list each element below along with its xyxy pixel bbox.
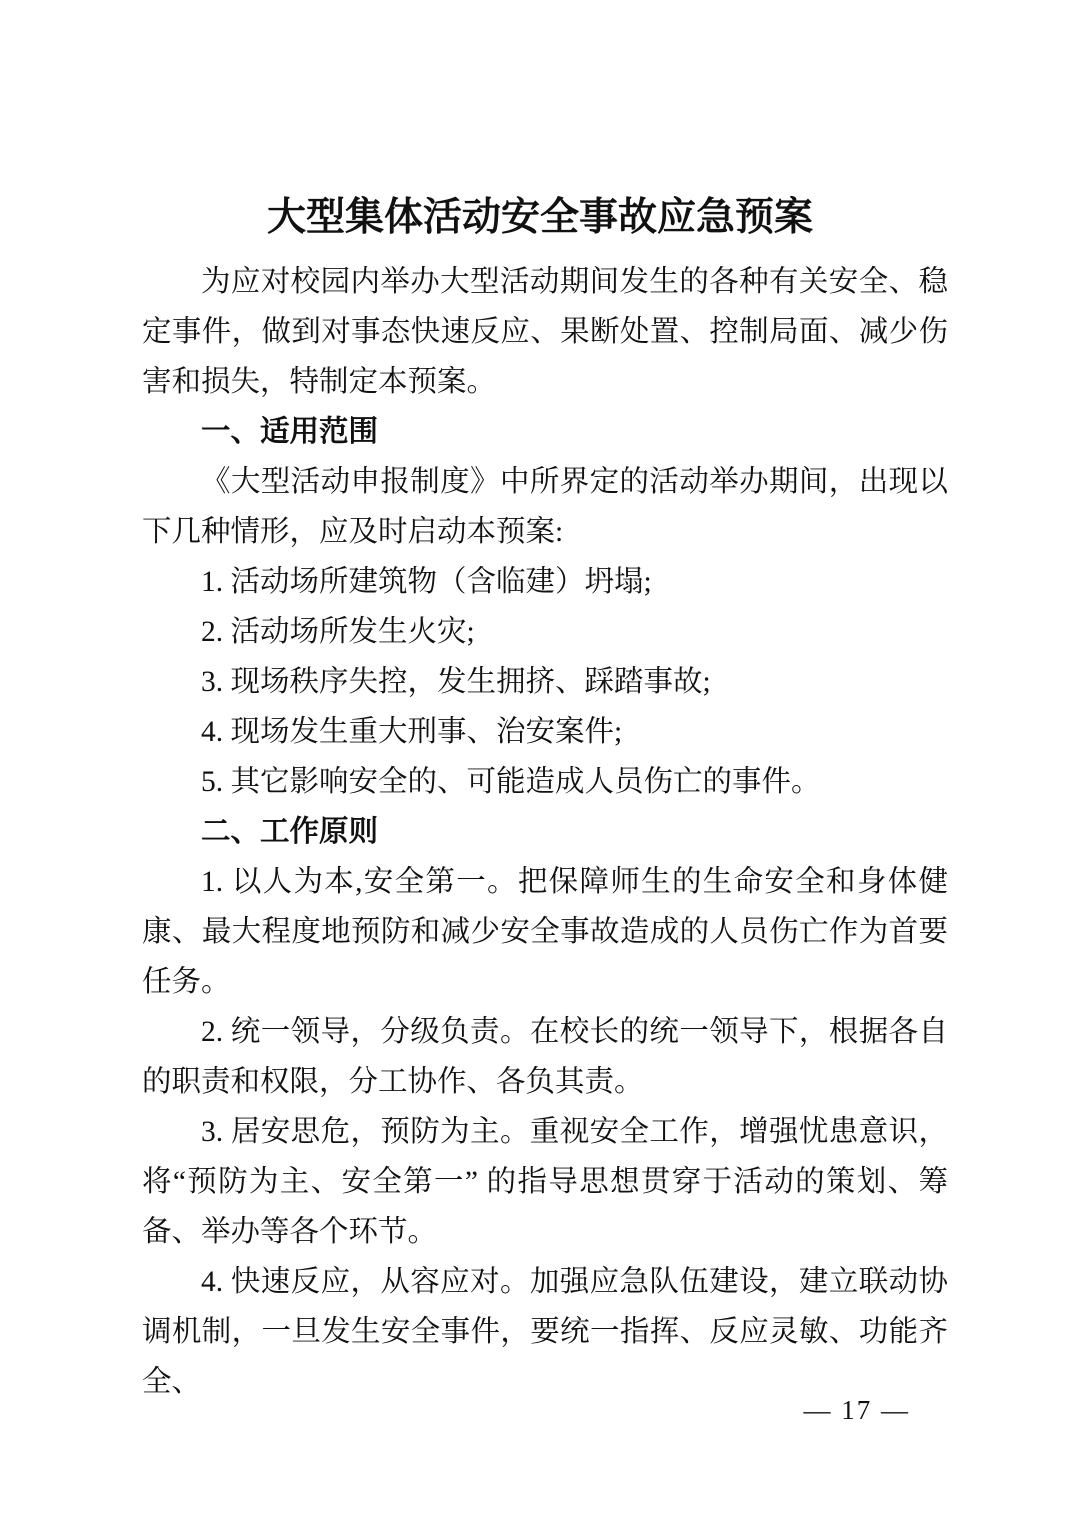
paragraph-intro: 为应对校园内举办大型活动期间发生的各种有关安全、稳定事件，做到对事态快速反应、果断处置、控制局面、减少伤害和损失，特制定本预案。 xyxy=(142,266,948,398)
section-heading-principles: 二、工作原则 xyxy=(201,815,379,848)
paragraph-principle-2: 2. 统一领导，分级负责。在校长的统一领导下，根据各自的职责和权限，分工协作、各负其责。 xyxy=(142,1016,948,1098)
paragraph-scope: 《大型活动申报制度》中所界定的活动举办期间，出现以下几种情形，应及时启动本预案: xyxy=(142,466,948,548)
list-item-4: 4. 现场发生重大刑事、治安案件; xyxy=(201,716,623,748)
paragraph-principle-4: 4. 快速反应，从容应对。加强应急队伍建设，建立联动协调机制，一旦发生安全事件，要统一指挥、反应灵敏、功能齐全、 xyxy=(142,1266,948,1398)
list-item-3: 3. 现场秩序失控，发生拥挤、踩踏事故; xyxy=(201,666,711,698)
page-title: 大型集体活动安全事故应急预案 xyxy=(266,196,813,239)
document-body xyxy=(142,257,948,1407)
list-item-1: 1. 活动场所建筑物（含临建）坍塌; xyxy=(201,566,652,598)
section-heading-scope: 一、适用范围 xyxy=(201,415,379,448)
list-item-2: 2. 活动场所发生火灾; xyxy=(201,616,475,648)
page-number: — 17 — xyxy=(803,1395,910,1425)
list-item-5: 5. 其它影响安全的、可能造成人员伤亡的事件。 xyxy=(201,766,821,798)
paragraph-principle-1: 1. 以人为本,安全第一。把保障师生的生命安全和身体健康、最大程度地预防和减少安全事故造成的人员伤亡作为首要任务。 xyxy=(142,866,948,998)
paragraph-principle-3: 3. 居安思危，预防为主。重视安全工作，增强忧患意识，将“预防为主、安全第一” 的指导思想贯穿于活动的策划、筹备、举办等各个环节。 xyxy=(142,1116,948,1248)
